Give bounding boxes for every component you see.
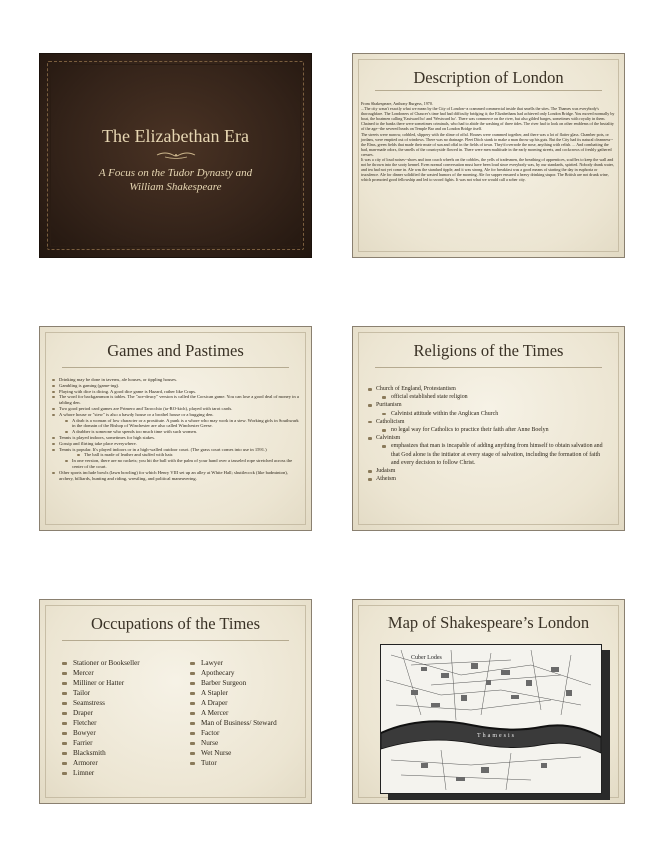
list-item: Gambling is gaming (game-ing).	[50, 383, 301, 389]
slide-games-and-pastimes	[39, 326, 312, 531]
list-item: Drinking may be done in taverns, ale houses, or tippling houses.	[50, 377, 301, 383]
paragraph: It was a city of loud noises--shoes and iron coach wheels on the cobbles, the yells of tradesmen, the breathing of apprentices, scuffles to keep the wall and not be thrown into the sooty kennel. Even normal conversation must have been loud since everybody was, by our standards, spirited. Nobody drank water, and tea had not yet come in. Ale was the standard tipple, and it was strong. Ale for breakfast was a good means of starting the day in euphoria or truculence. Ale for dinner solidified the wasted humors of the morning. Ale for supper ensured a heavy drinking stupor. The British are not drunk wine, which promoted good fellowship and led to sword fights. It was not what we would call a sober city.	[361, 157, 614, 183]
list-item: Other sports include bowls (lawn bowling) for which Henry VIII set up an alley at White Hall; shuttlecock (like badminton), archery, billiards, hunting and riding, wrestling, and political maneuvering.	[50, 470, 301, 482]
list-item: Atheism	[367, 475, 610, 483]
list-subitem: Calvinist attitude within the Anglican Church	[367, 410, 610, 418]
list-item: Lawyer	[190, 658, 277, 668]
list-item: A Mercer	[190, 708, 277, 718]
subtitle-line-2: William Shakespeare	[129, 181, 222, 193]
occupations-column-2	[190, 658, 277, 768]
flourish-ornament-icon	[155, 151, 197, 159]
list-item: Fletcher	[62, 718, 140, 728]
list-subitem: A drabber is someone who spends too much time with such women.	[50, 429, 301, 435]
slide-title: Games and Pastimes	[107, 341, 244, 360]
list-item: Wet Nurse	[190, 748, 277, 758]
list-item: Man of Business/ Steward	[190, 718, 277, 728]
list-item: Apothecary	[190, 668, 277, 678]
list-item: Bowyer	[62, 728, 140, 738]
london-map-image	[380, 644, 602, 794]
map-drawing	[381, 645, 601, 793]
list-item: Tennis is played indoors, sometimes for high stakes.	[50, 435, 301, 441]
slide-occupations-of-the-times	[39, 599, 312, 804]
london-description-text	[361, 101, 616, 183]
list-item: Nurse	[190, 738, 277, 748]
list-item: Barber Surgeon	[190, 678, 277, 688]
list-item: A whore house or "stew" is also a bawdy house or a brothel house or a bugging den.	[50, 412, 301, 418]
title-divider	[375, 90, 602, 91]
occupations-column-1	[62, 658, 140, 778]
list-item: A Stapler	[190, 688, 277, 698]
slide-title: Description of London	[413, 68, 564, 87]
list-item: Milliner or Hatter	[62, 678, 140, 688]
games-list	[50, 377, 301, 481]
list-item: Catholicism	[367, 418, 610, 426]
slide-map-of-shakespeares-london	[352, 599, 625, 804]
list-item: Mercer	[62, 668, 140, 678]
list-item: Factor	[190, 728, 277, 738]
list-item: Playing with dice is dicing. A good dice game is Hazard, rather like Craps.	[50, 389, 301, 395]
slide-title: Religions of the Times	[413, 341, 564, 360]
religions-list	[367, 385, 610, 483]
title-divider	[375, 367, 602, 368]
list-item: Stationer or Bookseller	[62, 658, 140, 668]
list-item: Tutor	[190, 758, 277, 768]
slide-religions-of-the-times	[352, 326, 625, 531]
list-item: Tennis is popular. It's played indoors or in a high-walled outdoor court. (The grass court comes into use in 1591.)	[50, 447, 301, 453]
list-subitem: The ball is made of leather and stuffed with hair.	[50, 452, 301, 458]
list-item: The word for backgammon is tables. The "ace-deucy" version is called the Corsican game. You can lose a good deal of money in a tabling den.	[50, 394, 301, 406]
title-divider	[62, 367, 289, 368]
list-item: Limner	[62, 768, 140, 778]
slide-description-of-london	[352, 53, 625, 258]
list-subitem: official established state religion	[367, 393, 610, 401]
list-item: Church of England, Protestantism	[367, 385, 610, 393]
paragraph: ...The city wasn't exactly what we mean by the City of London--a crammed commercial inside that smells the sites. The Thames was everybody's thoroughfare. The Londoners of Chaucer's time had had difficulty bridging it; the Elizabethans had achieved only London Bridge. You moved normally by boat, the boatmen calling 'Eastward ho' and 'Westward ho'. There was commerce on the river, but also gilded barges, sometimes with royalty in them. Chained to the banks there were sometimes criminals, who had to abide the washing of three tides. The river had to look on other emblems of the brutality of the age--the severed heads on Temple Bar and on London Bridge itself.	[361, 106, 615, 132]
list-item: Seamstress	[62, 698, 140, 708]
list-subitem: emphasizes that man is incapable of adding anything from himself to obtain salvation and that God alone is the initiator at every stage of salvation, including the formation of faith and every decision to follow Christ.	[367, 442, 610, 467]
slide-title-card	[39, 53, 312, 258]
list-subitem: no legal way for Catholics to practice their faith after Anne Boelyn	[367, 426, 610, 434]
list-item: Draper	[62, 708, 140, 718]
slide-title: Map of Shakespeare’s London	[387, 613, 590, 632]
list-item: Judaism	[367, 467, 610, 475]
subtitle-line-1: A Focus on the Tudor Dynasty and	[98, 167, 253, 179]
paragraph: The streets were narrow, cobbled, slippery with the slime of offal. Houses were crammed together, and there was a lot of flatter glass. Chamber pots, or jordans, were emptied out of windows. There was no drainage. Fleet Ditch stank to make a man throw up his guts. But the City had its natural cleanness--the Elms, green fields that made their mute of sun and offal in the fields of town. They'd overrode the nose, anything with relish. ... And combatting the bad, man-made odors, the smells of the countryside flowed in. There were men multitude in the early morning streets, and cockcrows of freshly gathered cresses.	[361, 131, 613, 157]
list-subitem: In one version, there are no rackets; you hit the ball with the palm of your hand over a tasseled rope stretched across the center of the court.	[50, 458, 301, 470]
list-item: Blacksmith	[62, 748, 140, 758]
list-item: Puritanism	[367, 401, 610, 409]
list-item: Calvinism	[367, 434, 610, 442]
presentation-subtitle	[70, 166, 281, 194]
river-label: Thamesis	[477, 733, 516, 739]
list-item: Tailor	[62, 688, 140, 698]
list-item: Armorer	[62, 758, 140, 768]
slide-title: Occupations of the Times	[90, 614, 261, 633]
list-subitem: A drab is a woman of low character or a prostitute. A punk is a whore who may work in a stew. Working girls in Southwark in the domain of the Bishop of Winchester are also called Winchester Geese.	[50, 418, 301, 430]
list-item: Gossip and flirting take place everywhere.	[50, 441, 301, 447]
presentation-title: The Elizabethan Era	[102, 126, 249, 146]
list-item: A Draper	[190, 698, 277, 708]
paragraph: From Shakespeare, Anthony Burgess, 1970.	[361, 101, 433, 106]
map-label: Cuber Lodes	[411, 655, 442, 661]
list-item: Two good period card games are Primero and Tarocchio (ta-RO-kich), played with tarot cards.	[50, 406, 301, 412]
list-item: Farrier	[62, 738, 140, 748]
title-divider	[62, 640, 289, 641]
